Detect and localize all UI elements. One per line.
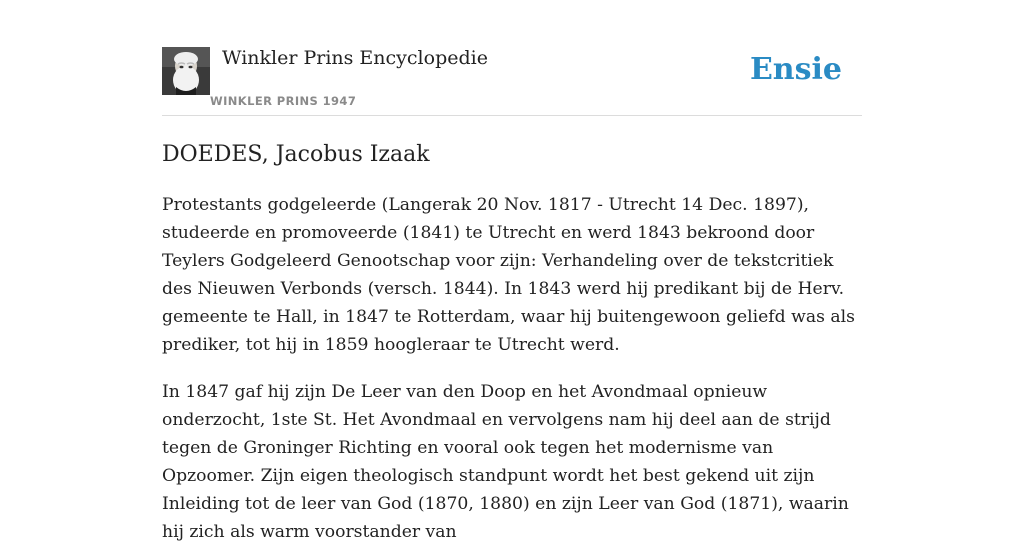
source-name-link[interactable]: Winkler Prins Encyclopedie xyxy=(222,47,488,69)
source-edition-label[interactable]: WINKLER PRINS 1947 xyxy=(210,94,357,108)
source-avatar[interactable] xyxy=(162,47,210,95)
source-header xyxy=(162,0,862,116)
bearded-man-portrait-icon xyxy=(162,47,210,95)
article-title: DOEDES, Jacobus Izaak xyxy=(162,142,430,167)
article-paragraph-1: Protestants godgeleerde (Langerak 20 Nov. 1817 - Utrecht 14 Dec. 1897), studeerde en promoveerde (1841) te Utrecht en werd 1843 bekroond door Teylers Godgeleerd Genootschap voor zijn: Verhandeling over de tekstcritiek des Nieuwen Verbonds (versch. 1844). In 1843 werd hij predikant bij de Herv. gemeente te Hall, in 1847 te Rotterdam, waar hij buitengewoon geliefd was als prediker, tot hij in 1859 hoogleraar te Utrecht werd. xyxy=(162,195,855,355)
content-column xyxy=(162,0,862,546)
article-paragraph-2: In 1847 gaf hij zijn De Leer van den Doop en het Avondmaal opnieuw onderzocht, 1ste St. Het Avondmaal en vervolgens nam hij deel aan de strijd tegen de Groninger Richting en vooral ook tegen het modernisme van Opzoomer. Zijn eigen theologisch standpunt wordt het best gekend uit zijn Inleiding tot de leer van God (1870, 1880) en zijn Leer van God (1871), waarin hij zich als warm voorstander van xyxy=(162,382,849,542)
ensie-logo[interactable]: Ensie xyxy=(749,52,842,87)
